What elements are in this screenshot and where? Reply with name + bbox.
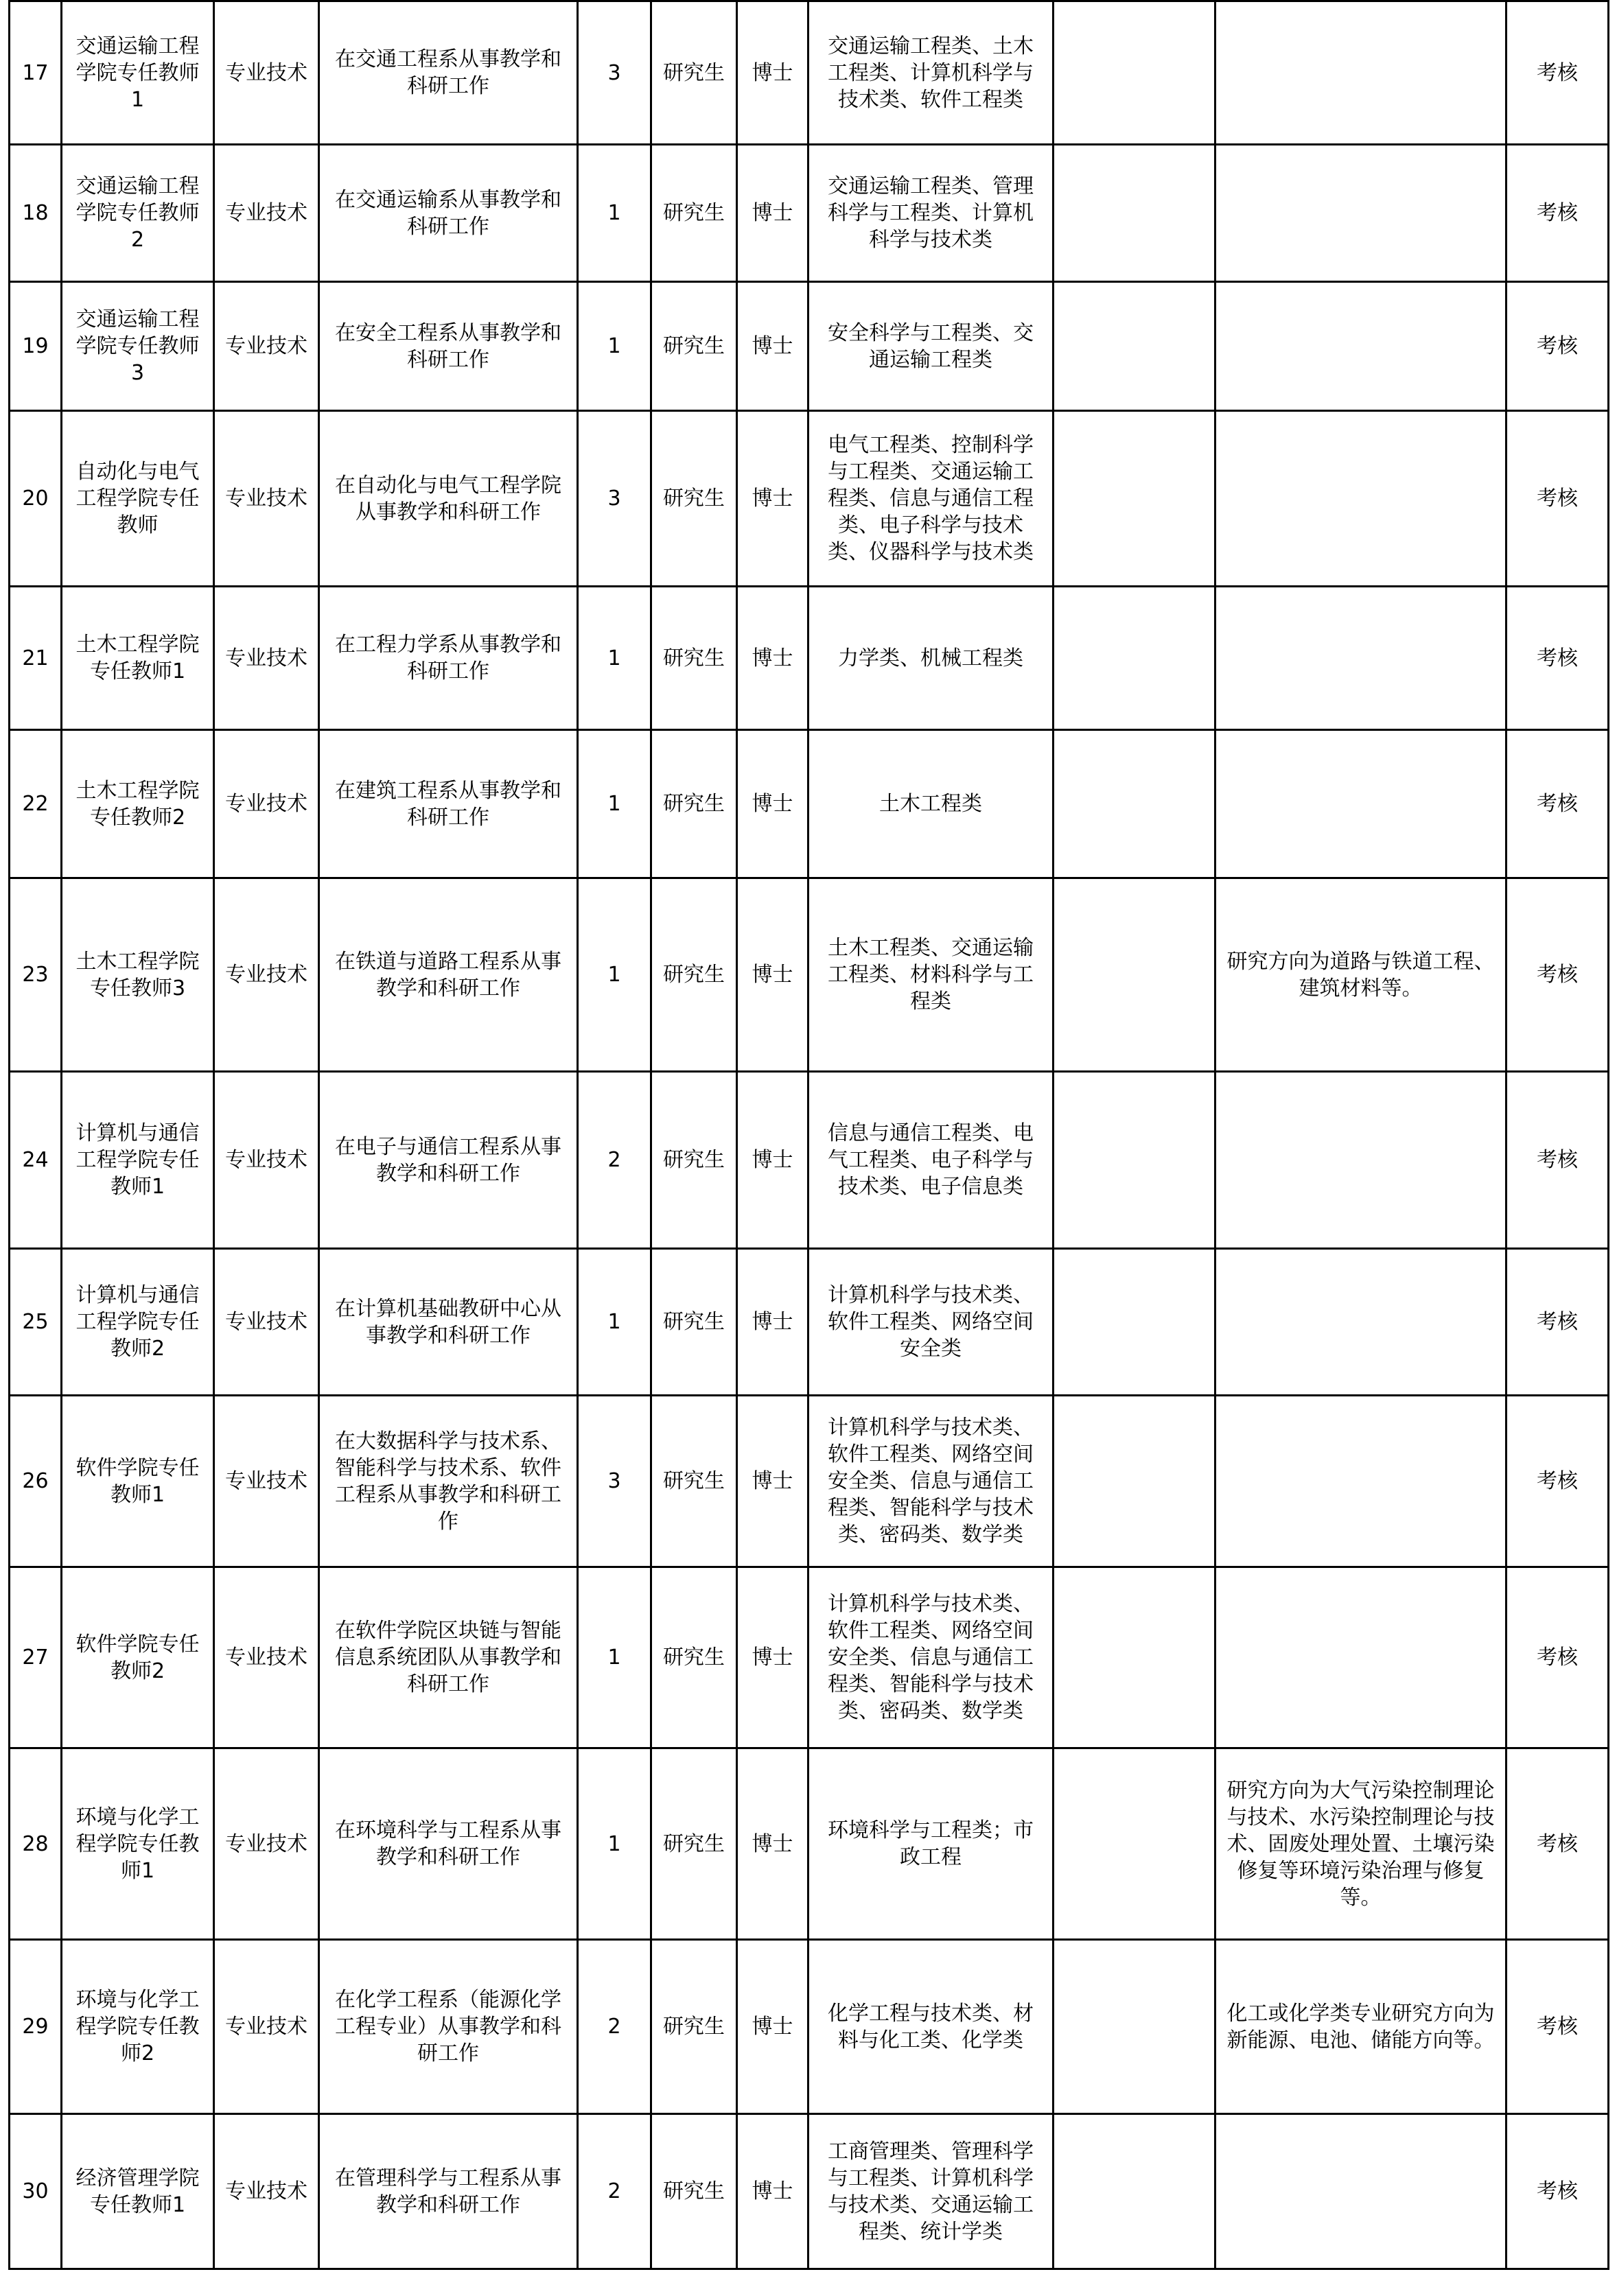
degree-cell: 博士	[737, 411, 808, 587]
major-cell: 计算机科学与技术类、软件工程类、网络空间安全类	[808, 1249, 1054, 1396]
other-requirements-cell	[1054, 1249, 1215, 1396]
notes-cell: 研究方向为道路与铁道工程、建筑材料等。	[1215, 878, 1507, 1072]
duties-cell: 在交通工程系从事教学和科研工作	[319, 1, 578, 145]
notes-cell: 研究方向为大气污染控制理论与技术、水污染控制理论与技术、固废处理处置、土壤污染修复等环境污染治理与修复等。	[1215, 1748, 1507, 1940]
duties-cell: 在化学工程系（能源化学工程专业）从事教学和科研工作	[319, 1940, 578, 2114]
table-row	[10, 411, 1609, 587]
row-number-cell: 28	[10, 1748, 62, 1940]
hiring-method-cell: 考核	[1507, 411, 1609, 587]
education-cell: 研究生	[651, 1940, 737, 2114]
notes-cell	[1215, 282, 1507, 411]
post-name-cell: 交通运输工程学院专任教师2	[62, 145, 214, 282]
table-row	[10, 1249, 1609, 1396]
table-row	[10, 1940, 1609, 2114]
major-cell: 信息与通信工程类、电气工程类、电子科学与技术类、电子信息类	[808, 1072, 1054, 1249]
post-category-cell: 专业技术	[214, 1940, 319, 2114]
major-cell: 安全科学与工程类、交通运输工程类	[808, 282, 1054, 411]
other-requirements-cell	[1054, 1072, 1215, 1249]
headcount-cell: 1	[578, 282, 651, 411]
education-cell: 研究生	[651, 411, 737, 587]
post-name-cell: 计算机与通信工程学院专任教师1	[62, 1072, 214, 1249]
headcount-cell: 2	[578, 1940, 651, 2114]
notes-cell	[1215, 730, 1507, 878]
table-row	[10, 1, 1609, 145]
duties-cell: 在工程力学系从事教学和科研工作	[319, 587, 578, 730]
hiring-method-cell: 考核	[1507, 1567, 1609, 1748]
row-number-cell: 17	[10, 1, 62, 145]
other-requirements-cell	[1054, 2114, 1215, 2269]
hiring-method-cell: 考核	[1507, 730, 1609, 878]
notes-cell	[1215, 1072, 1507, 1249]
education-cell: 研究生	[651, 2114, 737, 2269]
notes-cell	[1215, 145, 1507, 282]
headcount-cell: 1	[578, 730, 651, 878]
duties-cell: 在软件学院区块链与智能信息系统团队从事教学和科研工作	[319, 1567, 578, 1748]
row-number-cell: 24	[10, 1072, 62, 1249]
hiring-method-cell: 考核	[1507, 1940, 1609, 2114]
major-cell: 土木工程类、交通运输工程类、材料科学与工程类	[808, 878, 1054, 1072]
headcount-cell: 1	[578, 878, 651, 1072]
table-row	[10, 878, 1609, 1072]
row-number-cell: 20	[10, 411, 62, 587]
post-name-cell: 环境与化学工程学院专任教师2	[62, 1940, 214, 2114]
major-cell: 环境科学与工程类；市政工程	[808, 1748, 1054, 1940]
table-row	[10, 1748, 1609, 1940]
degree-cell: 博士	[737, 145, 808, 282]
post-category-cell: 专业技术	[214, 1249, 319, 1396]
row-number-cell: 29	[10, 1940, 62, 2114]
other-requirements-cell	[1054, 411, 1215, 587]
headcount-cell: 1	[578, 145, 651, 282]
other-requirements-cell	[1054, 1748, 1215, 1940]
education-cell: 研究生	[651, 1396, 737, 1567]
other-requirements-cell	[1054, 730, 1215, 878]
degree-cell: 博士	[737, 1072, 808, 1249]
degree-cell: 博士	[737, 1, 808, 145]
education-cell: 研究生	[651, 1, 737, 145]
table-row	[10, 145, 1609, 282]
post-category-cell: 专业技术	[214, 587, 319, 730]
row-number-cell: 18	[10, 145, 62, 282]
other-requirements-cell	[1054, 1940, 1215, 2114]
hiring-method-cell: 考核	[1507, 1748, 1609, 1940]
post-category-cell: 专业技术	[214, 2114, 319, 2269]
post-name-cell: 土木工程学院专任教师1	[62, 587, 214, 730]
table-body	[10, 1, 1609, 2269]
duties-cell: 在环境科学与工程系从事教学和科研工作	[319, 1748, 578, 1940]
major-cell: 电气工程类、控制科学与工程类、交通运输工程类、信息与通信工程类、电子科学与技术类、仪器科学与技术类	[808, 411, 1054, 587]
education-cell: 研究生	[651, 282, 737, 411]
row-number-cell: 30	[10, 2114, 62, 2269]
headcount-cell: 1	[578, 1249, 651, 1396]
education-cell: 研究生	[651, 1748, 737, 1940]
recruitment-table	[8, 0, 1609, 2270]
degree-cell: 博士	[737, 1940, 808, 2114]
major-cell: 化学工程与技术类、材料与化工类、化学类	[808, 1940, 1054, 2114]
duties-cell: 在大数据科学与技术系、智能科学与技术系、软件工程系从事教学和科研工作	[319, 1396, 578, 1567]
row-number-cell: 23	[10, 878, 62, 1072]
post-category-cell: 专业技术	[214, 282, 319, 411]
degree-cell: 博士	[737, 1249, 808, 1396]
post-category-cell: 专业技术	[214, 1748, 319, 1940]
degree-cell: 博士	[737, 1396, 808, 1567]
row-number-cell: 22	[10, 730, 62, 878]
post-name-cell: 环境与化学工程学院专任教师1	[62, 1748, 214, 1940]
duties-cell: 在自动化与电气工程学院从事教学和科研工作	[319, 411, 578, 587]
notes-cell	[1215, 1, 1507, 145]
major-cell: 工商管理类、管理科学与工程类、计算机科学与技术类、交通运输工程类、统计学类	[808, 2114, 1054, 2269]
post-category-cell: 专业技术	[214, 1, 319, 145]
duties-cell: 在建筑工程系从事教学和科研工作	[319, 730, 578, 878]
post-category-cell: 专业技术	[214, 1567, 319, 1748]
degree-cell: 博士	[737, 282, 808, 411]
post-category-cell: 专业技术	[214, 730, 319, 878]
post-name-cell: 软件学院专任教师2	[62, 1567, 214, 1748]
headcount-cell: 1	[578, 587, 651, 730]
education-cell: 研究生	[651, 1567, 737, 1748]
notes-cell	[1215, 587, 1507, 730]
table-row	[10, 730, 1609, 878]
notes-cell	[1215, 1567, 1507, 1748]
headcount-cell: 3	[578, 1396, 651, 1567]
hiring-method-cell: 考核	[1507, 145, 1609, 282]
headcount-cell: 3	[578, 1, 651, 145]
post-name-cell: 交通运输工程学院专任教师1	[62, 1, 214, 145]
table-row	[10, 2114, 1609, 2269]
degree-cell: 博士	[737, 1748, 808, 1940]
hiring-method-cell: 考核	[1507, 1072, 1609, 1249]
duties-cell: 在电子与通信工程系从事教学和科研工作	[319, 1072, 578, 1249]
notes-cell	[1215, 2114, 1507, 2269]
table-row	[10, 587, 1609, 730]
education-cell: 研究生	[651, 1072, 737, 1249]
other-requirements-cell	[1054, 1567, 1215, 1748]
degree-cell: 博士	[737, 730, 808, 878]
other-requirements-cell	[1054, 145, 1215, 282]
duties-cell: 在安全工程系从事教学和科研工作	[319, 282, 578, 411]
headcount-cell: 1	[578, 1748, 651, 1940]
duties-cell: 在交通运输系从事教学和科研工作	[319, 145, 578, 282]
post-category-cell: 专业技术	[214, 1396, 319, 1567]
major-cell: 交通运输工程类、管理科学与工程类、计算机科学与技术类	[808, 145, 1054, 282]
other-requirements-cell	[1054, 1396, 1215, 1567]
duties-cell: 在计算机基础教研中心从事教学和科研工作	[319, 1249, 578, 1396]
degree-cell: 博士	[737, 1567, 808, 1748]
degree-cell: 博士	[737, 587, 808, 730]
education-cell: 研究生	[651, 730, 737, 878]
major-cell: 计算机科学与技术类、软件工程类、网络空间安全类、信息与通信工程类、智能科学与技术类、密码类、数学类	[808, 1396, 1054, 1567]
row-number-cell: 27	[10, 1567, 62, 1748]
other-requirements-cell	[1054, 878, 1215, 1072]
hiring-method-cell: 考核	[1507, 282, 1609, 411]
education-cell: 研究生	[651, 1249, 737, 1396]
hiring-method-cell: 考核	[1507, 1396, 1609, 1567]
row-number-cell: 25	[10, 1249, 62, 1396]
duties-cell: 在铁道与道路工程系从事教学和科研工作	[319, 878, 578, 1072]
notes-cell: 化工或化学类专业研究方向为新能源、电池、储能方向等。	[1215, 1940, 1507, 2114]
duties-cell: 在管理科学与工程系从事教学和科研工作	[319, 2114, 578, 2269]
post-category-cell: 专业技术	[214, 878, 319, 1072]
post-category-cell: 专业技术	[214, 145, 319, 282]
post-name-cell: 交通运输工程学院专任教师3	[62, 282, 214, 411]
notes-cell	[1215, 1396, 1507, 1567]
other-requirements-cell	[1054, 1, 1215, 145]
major-cell: 土木工程类	[808, 730, 1054, 878]
hiring-method-cell: 考核	[1507, 878, 1609, 1072]
table-row	[10, 282, 1609, 411]
major-cell: 力学类、机械工程类	[808, 587, 1054, 730]
post-category-cell: 专业技术	[214, 1072, 319, 1249]
headcount-cell: 2	[578, 1072, 651, 1249]
degree-cell: 博士	[737, 878, 808, 1072]
education-cell: 研究生	[651, 878, 737, 1072]
headcount-cell: 1	[578, 1567, 651, 1748]
headcount-cell: 2	[578, 2114, 651, 2269]
hiring-method-cell: 考核	[1507, 1, 1609, 145]
row-number-cell: 21	[10, 587, 62, 730]
post-name-cell: 计算机与通信工程学院专任教师2	[62, 1249, 214, 1396]
major-cell: 计算机科学与技术类、软件工程类、网络空间安全类、信息与通信工程类、智能科学与技术类、密码类、数学类	[808, 1567, 1054, 1748]
other-requirements-cell	[1054, 282, 1215, 411]
degree-cell: 博士	[737, 2114, 808, 2269]
table-row	[10, 1072, 1609, 1249]
post-category-cell: 专业技术	[214, 411, 319, 587]
major-cell: 交通运输工程类、土木工程类、计算机科学与技术类、软件工程类	[808, 1, 1054, 145]
education-cell: 研究生	[651, 145, 737, 282]
hiring-method-cell: 考核	[1507, 2114, 1609, 2269]
notes-cell	[1215, 411, 1507, 587]
other-requirements-cell	[1054, 587, 1215, 730]
hiring-method-cell: 考核	[1507, 1249, 1609, 1396]
table-row	[10, 1567, 1609, 1748]
post-name-cell: 土木工程学院专任教师3	[62, 878, 214, 1072]
post-name-cell: 自动化与电气工程学院专任教师	[62, 411, 214, 587]
row-number-cell: 26	[10, 1396, 62, 1567]
row-number-cell: 19	[10, 282, 62, 411]
post-name-cell: 经济管理学院专任教师1	[62, 2114, 214, 2269]
hiring-method-cell: 考核	[1507, 587, 1609, 730]
notes-cell	[1215, 1249, 1507, 1396]
headcount-cell: 3	[578, 411, 651, 587]
table-row	[10, 1396, 1609, 1567]
education-cell: 研究生	[651, 587, 737, 730]
post-name-cell: 软件学院专任教师1	[62, 1396, 214, 1567]
post-name-cell: 土木工程学院专任教师2	[62, 730, 214, 878]
